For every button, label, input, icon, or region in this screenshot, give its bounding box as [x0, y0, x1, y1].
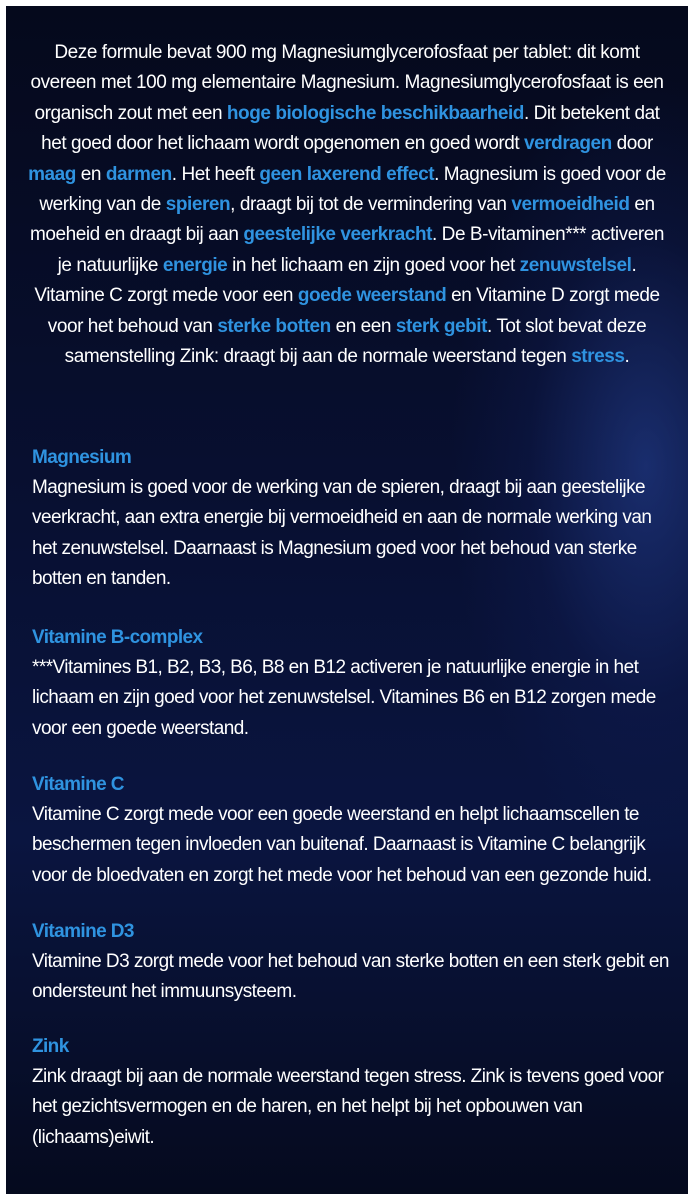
intro-highlight: sterke botten [217, 315, 331, 337]
section-vitamine-b-complex [32, 623, 672, 744]
section-vitamine-c [32, 770, 672, 891]
intro-highlight: spieren [165, 194, 231, 216]
intro-text: . Magnesium is goed voor de werking van de [39, 163, 666, 216]
intro-paragraph [26, 38, 668, 372]
section-body-vitamine-d3: Vitamine D3 zorgt mede voor het behoud van sterke botten en een sterk gebit en ondersteunt het immuunsysteem. [32, 951, 669, 1003]
intro-highlight: energie [162, 254, 228, 276]
section-heading-vitamine-b-complex: Vitamine B-complex [32, 627, 203, 648]
intro-text: door [611, 133, 653, 155]
intro-highlight: geestelijke veerkracht [243, 224, 433, 246]
intro-highlight: zenuwstelsel [519, 254, 632, 276]
intro-highlight: darmen [105, 163, 172, 185]
intro-text: . Het heeft [171, 163, 260, 185]
section-body-zink: Zink draagt bij aan de normale weerstand tegen stress. Zink is tevens goed voor het gezichtsvermogen en de haren, en het helpt bij het opbouwen van (lichaams)eiwit. [32, 1066, 664, 1148]
product-info-panel [6, 6, 688, 1194]
section-heading-zink: Zink [32, 1036, 69, 1057]
intro-text: en Vitamine D zorgt mede voor het behoud van [47, 285, 660, 337]
section-magnesium [32, 443, 672, 595]
section-zink [32, 1032, 672, 1153]
intro-text: , draagt bij tot de vermindering van [230, 194, 512, 216]
intro-highlight: hoge biologische beschikbaarheid [226, 102, 524, 124]
intro-highlight: stress [571, 346, 625, 368]
section-heading-magnesium: Magnesium [32, 447, 132, 468]
intro-text: Deze formule bevat 900 mg Magnesiumglycerofosfaat per tablet: dit komt overeen met 100 mg elementaire Magnesium. Magnesiumglycerofosfaat is een organisch zout met een [30, 42, 664, 124]
intro-text: en [75, 163, 106, 185]
intro-highlight: geen laxerend effect [259, 163, 435, 185]
intro-highlight: vermoeidheid [511, 194, 630, 216]
intro-highlight: goede weerstand [297, 285, 447, 307]
intro-text: . Dit betekent dat het goed door het lichaam wordt opgenomen en goed wordt [41, 102, 660, 155]
intro-highlight: verdragen [523, 133, 612, 155]
section-body-vitamine-c: Vitamine C zorgt mede voor een goede weerstand en helpt lichaamscellen te beschermen tegen invloeden van buitenaf. Daarnaast is Vitamine C belangrijk voor de bloedvaten en zorgt het mede voor het behoud van een gezonde huid. [32, 804, 652, 886]
intro-text: en moeheid en draagt bij aan [30, 194, 655, 246]
intro-highlight: maag [28, 163, 76, 185]
section-heading-vitamine-c: Vitamine C [32, 774, 124, 795]
intro-text: en een [330, 315, 396, 337]
section-heading-vitamine-d3: Vitamine D3 [32, 921, 134, 942]
intro-text: . [624, 346, 630, 368]
section-body-magnesium: Magnesium is goed voor de werking van de spieren, draagt bij aan geestelijke veerkracht, aan extra energie bij vermoeidheid en aan de normale werking van het zenuwstelsel. Daarnaast is Magnesium goed voor het behoud van sterke botten en tanden. [32, 477, 652, 590]
intro-text: . Vitamine C zorgt mede voor een [34, 254, 637, 307]
section-vitamine-d3 [32, 917, 672, 1008]
intro-text: . Tot slot bevat deze samenstelling Zink: draagt bij aan de normale weerstand tegen [64, 315, 647, 368]
intro-text: . De B-vitaminen*** activeren je natuurlijke [57, 224, 664, 276]
intro-highlight: sterk gebit [395, 315, 487, 337]
section-body-vitamine-b-complex: ***Vitamines B1, B2, B3, B6, B8 en B12 activeren je natuurlijke energie in het lichaam en zijn goed voor het zenuwstelsel. Vitamines B6 en B12 zorgen mede voor een goede weerstand. [32, 657, 656, 739]
intro-text: in het lichaam en zijn goed voor het [227, 254, 520, 276]
